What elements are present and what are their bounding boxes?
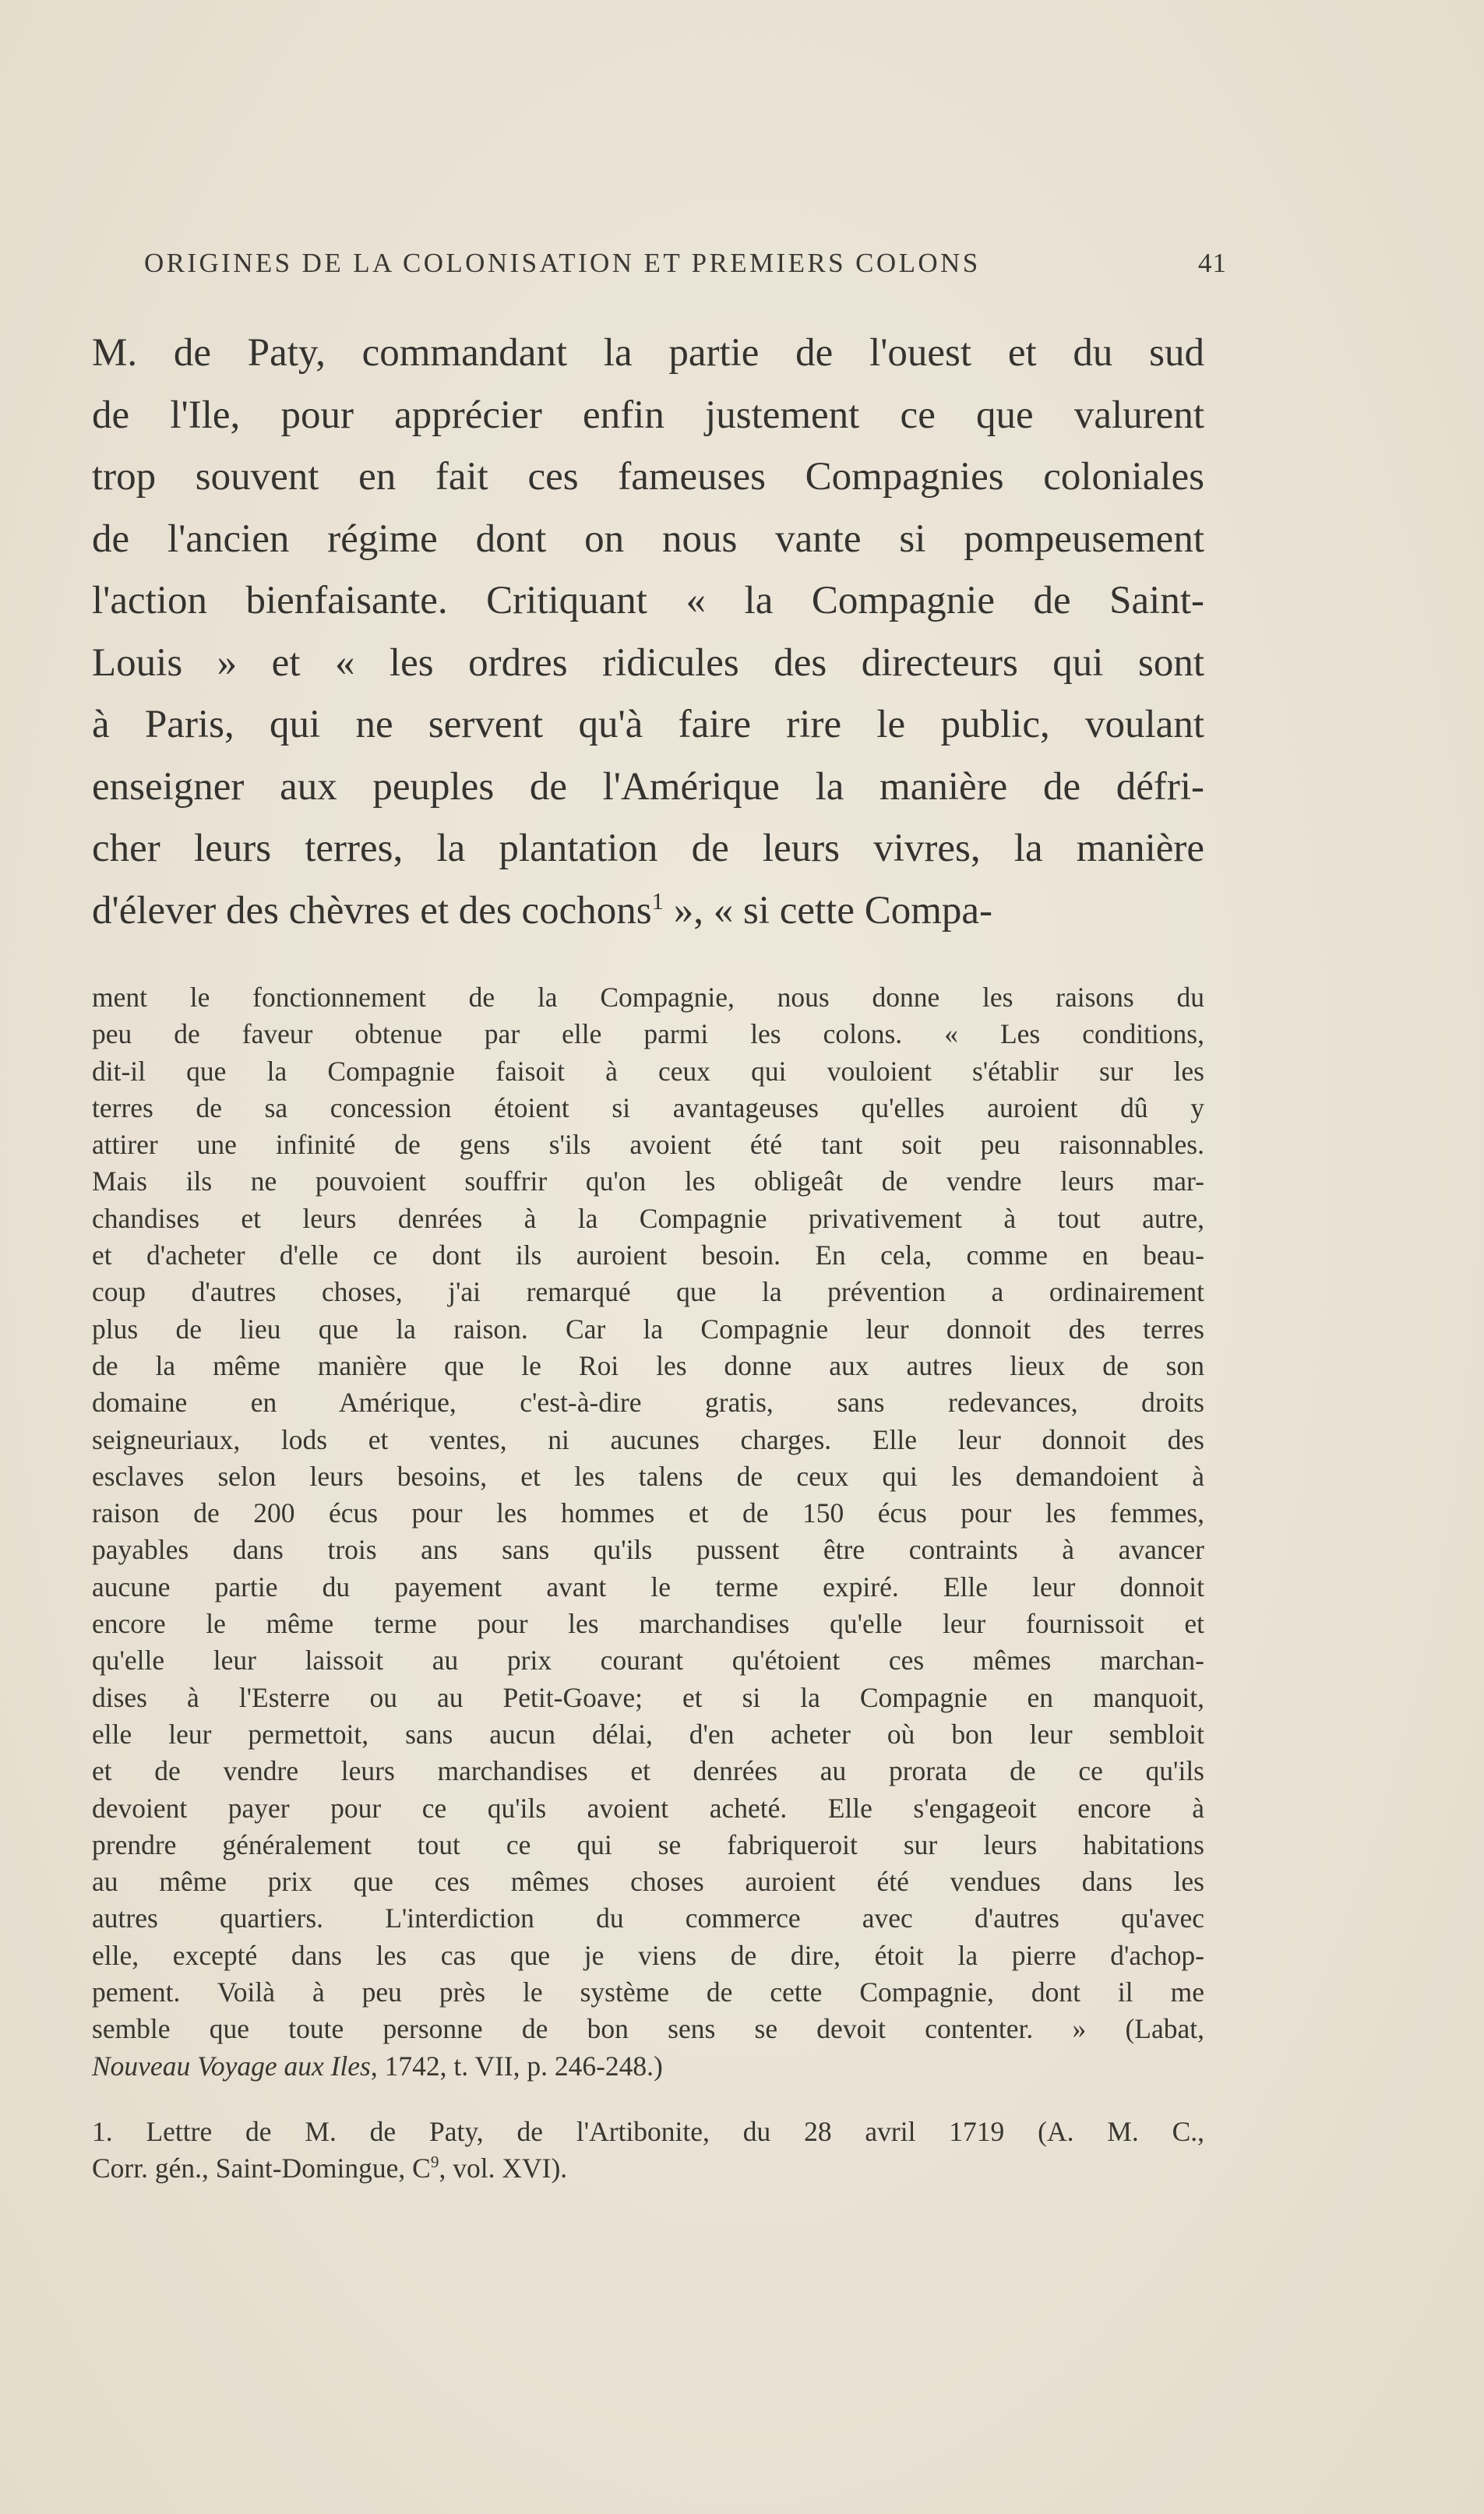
note-line: semble que toute personne de bon sens se devoit contenter. » (Labat, <box>92 2013 1204 2045</box>
footnote-text: Corr. gén., Saint-Domingue, C <box>92 2153 431 2184</box>
page-number: 41 <box>1198 248 1227 278</box>
running-header <box>144 248 1227 294</box>
footnote-marker: 1 <box>651 887 664 915</box>
note-line: devoient payer pour ce qu'ils avoient acheté. Elle s'engageoit encore à <box>92 1792 1204 1824</box>
note-line: Mais ils ne pouvoient souffrir qu'on les obligeât de vendre leurs mar- <box>92 1165 1204 1197</box>
note-line: elle, excepté dans les cas que je viens de dire, étoit la pierre d'achop- <box>92 1939 1204 1971</box>
body-line: Louis » et « les ordres ridicules des directeurs qui sont <box>92 640 1204 685</box>
footnote <box>92 2114 1204 2188</box>
note-line: seigneuriaux, lods et ventes, ni aucunes charges. Elle leur donnoit des <box>92 1423 1204 1455</box>
body-line-text: », « si cette Compa- <box>673 888 993 933</box>
note-line: aucune partie du payement avant le terme expiré. Elle leur donnoit <box>92 1571 1204 1603</box>
body-line-text: d'élever des chèvres et des cochons <box>92 888 652 933</box>
body-line: de l'Ile, pour apprécier enfin justement ce que valurent <box>92 393 1204 437</box>
body-line: trop souvent en fait ces fameuses Compagnies coloniales <box>92 455 1204 499</box>
continued-note <box>92 979 1204 2085</box>
note-line: prendre généralement tout ce qui se fabriqueroit sur leurs habitations <box>92 1828 1204 1860</box>
note-line: domaine en Amérique, c'est-à-dire gratis, sans redevances, droits <box>92 1387 1204 1419</box>
note-line: dises à l'Esterre ou au Petit-Goave; et si la Compagnie en manquoit, <box>92 1681 1204 1713</box>
body-line: cher leurs terres, la plantation de leurs vivres, la manière <box>92 827 1204 870</box>
note-line: plus de lieu que la raison. Car la Compagnie leur donnoit des terres <box>92 1313 1204 1345</box>
note-line: attirer une infinité de gens s'ils avoient été tant soit peu raisonnables. <box>92 1129 1204 1161</box>
footnote-line <box>92 2114 1204 2150</box>
body-line: M. de Paty, commandant la partie de l'ouest et du sud <box>92 331 1204 375</box>
note-line: encore le même terme pour les marchandises qu'elle leur fournissoit et <box>92 1608 1204 1640</box>
note-line: chandises et leurs denrées à la Compagnie privativement à tout autre, <box>92 1202 1204 1234</box>
footnote-number: 1. <box>92 2116 113 2147</box>
note-line: et d'acheter d'elle ce dont ils auroient besoin. En cela, comme en beau- <box>92 1239 1204 1271</box>
note-line: de la même manière que le Roi les donne aux autres lieux de son <box>92 1349 1204 1381</box>
note-line: et de vendre leurs marchandises et denrées au prorata de ce qu'ils <box>92 1755 1204 1787</box>
note-line: au même prix que ces mêmes choses auroient été vendues dans les <box>92 1866 1204 1898</box>
citation-rest: , 1742, t. VII, p. 246-248.) <box>370 2050 663 2082</box>
note-line: terres de sa concession étoient si avantageuses qu'elles auroient dû y <box>92 1091 1204 1123</box>
body-line: l'action bienfaisante. Critiquant « la Compagnie de Saint- <box>92 579 1204 622</box>
running-title: ORIGINES DE LA COLONISATION ET PREMIERS COLONS <box>144 248 981 278</box>
citation-title: Nouveau Voyage aux Iles <box>92 2050 371 2082</box>
main-text <box>92 323 1204 942</box>
note-line: autres quartiers. L'interdiction du commerce avec d'autres qu'avec <box>92 1902 1204 1934</box>
note-line: elle leur permettoit, sans aucun délai, d'en acheter où bon leur sembloit <box>92 1718 1204 1750</box>
note-line: ment le fonctionnement de la Compagnie, nous donne les raisons du <box>92 982 1204 1013</box>
note-line: dit-il que la Compagnie faisoit à ceux qui vouloient s'établir sur les <box>92 1055 1204 1087</box>
note-line: payables dans trois ans sans qu'ils pussent être contraints à avancer <box>92 1534 1204 1566</box>
footnote-text: , vol. XVI). <box>439 2153 568 2184</box>
note-citation <box>92 2048 1204 2085</box>
body-line: de l'ancien régime dont on nous vante si pompeusement <box>92 517 1204 561</box>
note-line: pement. Voilà à peu près le système de cette Compagnie, dont il me <box>92 1976 1204 2008</box>
note-line: peu de faveur obtenue par elle parmi les colons. « Les conditions, <box>92 1018 1204 1050</box>
note-line: esclaves selon leurs besoins, et les talens de ceux qui les demandoient à <box>92 1460 1204 1492</box>
note-line: qu'elle leur laissoit au prix courant qu'étoient ces mêmes marchan- <box>92 1645 1204 1677</box>
body-line <box>92 880 1204 943</box>
footnote-text: Lettre de M. de Paty, de l'Artibonite, du 28 avril 1719 (A. M. C., <box>146 2116 1205 2147</box>
footnote-line <box>92 2150 1204 2187</box>
note-line: raison de 200 écus pour les hommes et de 150 écus pour les femmes, <box>92 1497 1204 1529</box>
body-line: enseigner aux peuples de l'Amérique la manière de défri- <box>92 764 1204 809</box>
footnote-superscript: 9 <box>430 2153 439 2172</box>
body-line: à Paris, qui ne servent qu'à faire rire le public, voulant <box>92 703 1204 746</box>
note-line: coup d'autres choses, j'ai remarqué que la prévention a ordinairement <box>92 1276 1204 1308</box>
